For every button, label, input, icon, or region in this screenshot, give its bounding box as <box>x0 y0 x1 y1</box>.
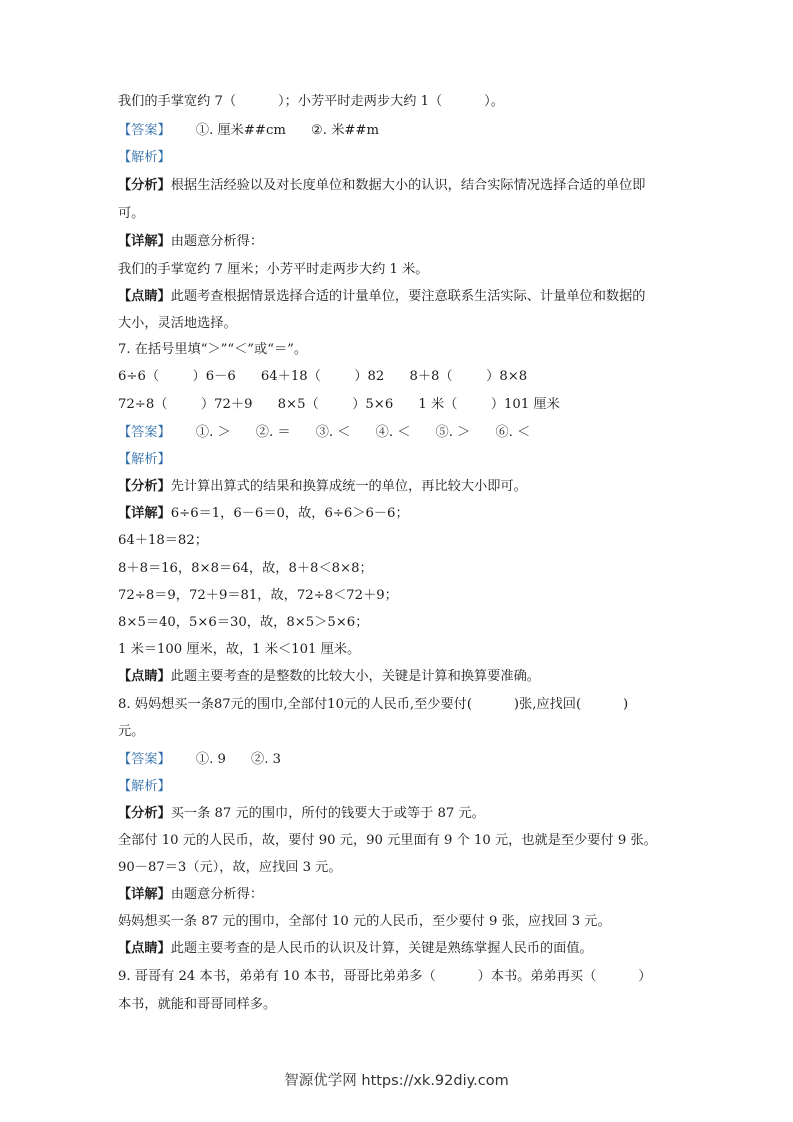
dianjing-tag: 【点睛】 <box>118 669 171 684</box>
q8-answer-line <box>118 751 281 769</box>
q8-fenxi-cont-2: 90－87＝3（元），故，应找回 3 元。 <box>118 860 342 875</box>
q9-stem-cont: 本书，就能和哥哥同样多。 <box>118 997 277 1012</box>
q8-dianjing-line <box>118 940 593 958</box>
fenxi-tag: 【分析】 <box>118 178 171 193</box>
q8-jiexi-tag: 【解析】 <box>118 779 171 794</box>
q6-fenxi-line <box>118 177 646 195</box>
dianjing-tag: 【点睛】 <box>118 941 171 956</box>
q7-step-3: 8＋8＝16，8×8＝64，故，8＋8＜8×8； <box>118 561 373 576</box>
q8-fenxi-cont-1: 全部付 10 元的人民币，故，要付 90 元，90 元里面有 9 个 10 元，也就是至少要付 9 张。 <box>118 833 657 848</box>
q6-dianjing-cont: 大小，灵活地选择。 <box>118 316 237 331</box>
fenxi-tag: 【分析】 <box>118 806 171 821</box>
q8-answer: ①. 9 ②. 3 <box>170 752 281 767</box>
q7-row1: 6÷6（ ）6－6 64＋18（ ）82 8＋8（ ）8×8 <box>118 369 528 384</box>
q7-dianjing-text: 此题主要考查的是整数的比较大小，关键是计算和换算要准确。 <box>170 669 540 684</box>
footer-watermark: 智源优学网 https://xk.92diy.com <box>284 1073 509 1089</box>
fenxi-tag: 【分析】 <box>118 479 171 494</box>
q8-xiangjie-line <box>118 886 263 904</box>
q7-row2: 72÷8（ ）72＋9 8×5（ ）5×6 1 米（ ）101 厘米 <box>118 397 560 412</box>
xiangjie-tag: 【详解】 <box>118 234 171 249</box>
q8-fenxi-text: 买一条 87 元的围巾，所付的钱要大于或等于 87 元。 <box>170 806 485 821</box>
q7-fenxi-text: 先计算出算式的结果和换算成统一的单位，再比较大小即可。 <box>170 479 527 494</box>
q8-fenxi-line <box>118 805 485 823</box>
xiangjie-tag: 【详解】 <box>118 887 171 902</box>
q7-step-1: 6÷6＝1，6－6＝0，故，6÷6＞6－6； <box>170 506 409 521</box>
q8-detail: 妈妈想买一条 87 元的围巾，全部付 10 元的人民币，至少要付 9 张，应找回 3 元。 <box>118 914 611 929</box>
q7-stem: 7. 在括号里填“＞”“＜”或“＝”。 <box>118 342 308 357</box>
q7-answer-line <box>118 424 530 442</box>
answer-tag: 【答案】 <box>118 752 171 767</box>
q6-detail: 我们的手掌宽约 7 厘米；小芳平时走两步大约 1 米。 <box>118 262 429 277</box>
q6-fenxi-cont: 可。 <box>118 206 145 221</box>
q6-fenxi-text: 根据生活经验以及对长度单位和数据大小的认识，结合实际情况选择合适的单位即 <box>170 178 646 193</box>
dianjing-tag: 【点睛】 <box>118 289 171 304</box>
q7-dianjing-line <box>118 668 540 686</box>
q6-dianjing-text: 此题考查根据情景选择合适的计量单位，要注意联系生活实际、计量单位和数据的 <box>170 289 646 304</box>
q7-step-2: 64＋18＝82； <box>118 533 208 548</box>
xiangjie-tag: 【详解】 <box>118 506 171 521</box>
answer-tag: 【答案】 <box>118 123 171 138</box>
q8-stem: 8. 妈妈想买一条87元的围巾,全部付10元的人民币,至少要付( )张,应找回( ) <box>118 697 629 712</box>
q6-stem: 我们的手掌宽约 7（ ）；小芳平时走两步大约 1（ ）。 <box>118 94 504 109</box>
q7-answer: ①. ＞ ②. ＝ ③. ＜ ④. ＜ ⑤. ＞ ⑥. ＜ <box>170 425 531 440</box>
q6-answer: ①. 厘米##cm ②. 米##m <box>170 123 379 138</box>
q7-fenxi-line <box>118 478 527 496</box>
q7-step-5: 8×5＝40，5×6＝30，故，8×5＞5×6； <box>118 615 369 630</box>
q8-xiangjie-text: 由题意分析得： <box>170 887 264 902</box>
q7-step-4: 72÷8＝9，72＋9＝81，故，72÷8＜72＋9； <box>118 588 398 603</box>
q7-xiangjie-line <box>118 505 409 523</box>
answer-tag: 【答案】 <box>118 425 171 440</box>
q6-xiangjie-text: 由题意分析得： <box>170 234 264 249</box>
q6-answer-line <box>118 122 379 140</box>
q8-dianjing-text: 此题主要考查的是人民币的认识及计算，关键是熟练掌握人民币的面值。 <box>170 941 593 956</box>
q7-jiexi-tag: 【解析】 <box>118 452 171 467</box>
q7-step-6: 1 米＝100 厘米，故，1 米＜101 厘米。 <box>118 642 361 657</box>
q8-stem-cont: 元。 <box>118 724 145 739</box>
q9-stem: 9. 哥哥有 24 本书，弟弟有 10 本书，哥哥比弟弟多（ ）本书。弟弟再买（ ） <box>118 969 652 984</box>
q6-dianjing-line <box>118 288 646 306</box>
q6-jiexi-tag: 【解析】 <box>118 150 171 165</box>
q6-xiangjie-line <box>118 233 263 251</box>
